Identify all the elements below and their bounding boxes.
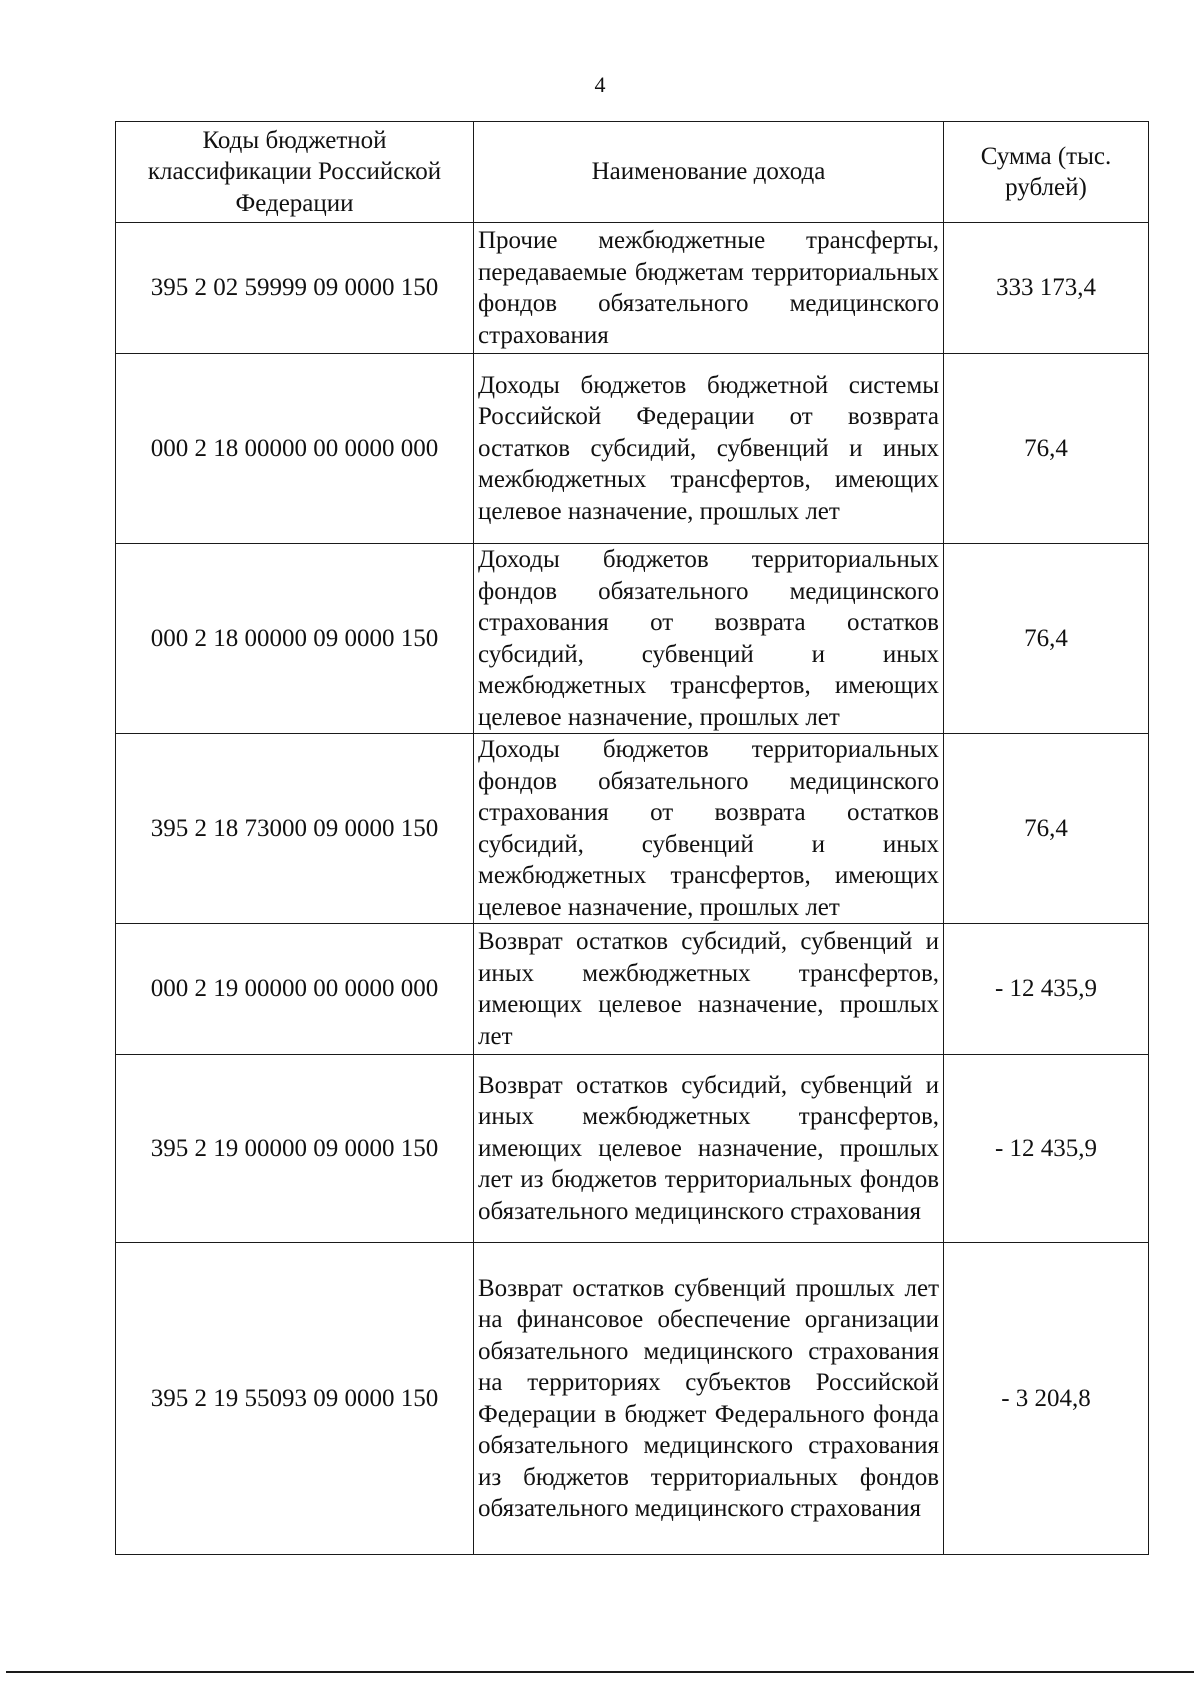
- row-amount: 333 173,4: [944, 223, 1149, 354]
- table-row: [116, 1055, 1149, 1243]
- header-amount: Сумма (тыс. рублей): [944, 122, 1149, 223]
- row-revenue-name: Доходы бюджетов бюджетной системы Российской Федерации от возврата остатков субсидий, субвенций и иных межбюджетных трансфертов, имеющих целевое назначение, прошлых лет: [474, 354, 944, 544]
- header-budget-codes: Коды бюджетной классификации Российской Федерации: [116, 122, 474, 223]
- header-revenue-name: Наименование дохода: [474, 122, 944, 223]
- row-amount: 76,4: [944, 544, 1149, 734]
- row-amount: 76,4: [944, 734, 1149, 924]
- row-amount: - 12 435,9: [944, 1055, 1149, 1243]
- row-code: 000 2 19 00000 00 0000 000: [116, 924, 474, 1055]
- table-row: [116, 1243, 1149, 1555]
- table-row: [116, 223, 1149, 354]
- row-revenue-name: Возврат остатков субсидий, субвенций и иных межбюджетных трансфертов, имеющих целевое назначение, прошлых лет: [474, 924, 944, 1055]
- row-revenue-name: Прочие межбюджетные трансферты, передаваемые бюджетам территориальных фондов обязательного медицинского страхования: [474, 223, 944, 354]
- table-row: [116, 924, 1149, 1055]
- row-amount: - 3 204,8: [944, 1243, 1149, 1555]
- table-row: [116, 544, 1149, 734]
- page-number: 4: [594, 72, 606, 97]
- table-row: [116, 734, 1149, 924]
- row-code: 395 2 18 73000 09 0000 150: [116, 734, 474, 924]
- table-row: [116, 354, 1149, 544]
- row-revenue-name: Возврат остатков субсидий, субвенций и иных межбюджетных трансфертов, имеющих целевое назначение, прошлых лет из бюджетов территориальных фондов обязательного медицинского страхования: [474, 1055, 944, 1243]
- row-code: 395 2 19 55093 09 0000 150: [116, 1243, 474, 1555]
- row-code: 395 2 19 00000 09 0000 150: [116, 1055, 474, 1243]
- row-revenue-name: Доходы бюджетов территориальных фондов обязательного медицинского страхования от возврата остатков субсидий, субвенций и иных межбюджетных трансфертов, имеющих целевое назначение, прошлых лет: [474, 544, 944, 734]
- row-code: 000 2 18 00000 00 0000 000: [116, 354, 474, 544]
- footer-divider: [6, 1671, 1194, 1673]
- row-revenue-name: Возврат остатков субвенций прошлых лет на финансовое обеспечение организации обязательного медицинского страхования на территориях субъектов Российской Федерации в бюджет Федерального фонда обязательного медицинского страхования из бюджетов территориальных фондов обязательного медицинского страхования: [474, 1243, 944, 1555]
- row-code: 000 2 18 00000 09 0000 150: [116, 544, 474, 734]
- revenue-table: [115, 121, 1149, 1555]
- row-code: 395 2 02 59999 09 0000 150: [116, 223, 474, 354]
- row-revenue-name: Доходы бюджетов территориальных фондов обязательного медицинского страхования от возврата остатков субсидий, субвенций и иных межбюджетных трансфертов, имеющих целевое назначение, прошлых лет: [474, 734, 944, 924]
- row-amount: - 12 435,9: [944, 924, 1149, 1055]
- row-amount: 76,4: [944, 354, 1149, 544]
- table-header-row: [116, 122, 1149, 223]
